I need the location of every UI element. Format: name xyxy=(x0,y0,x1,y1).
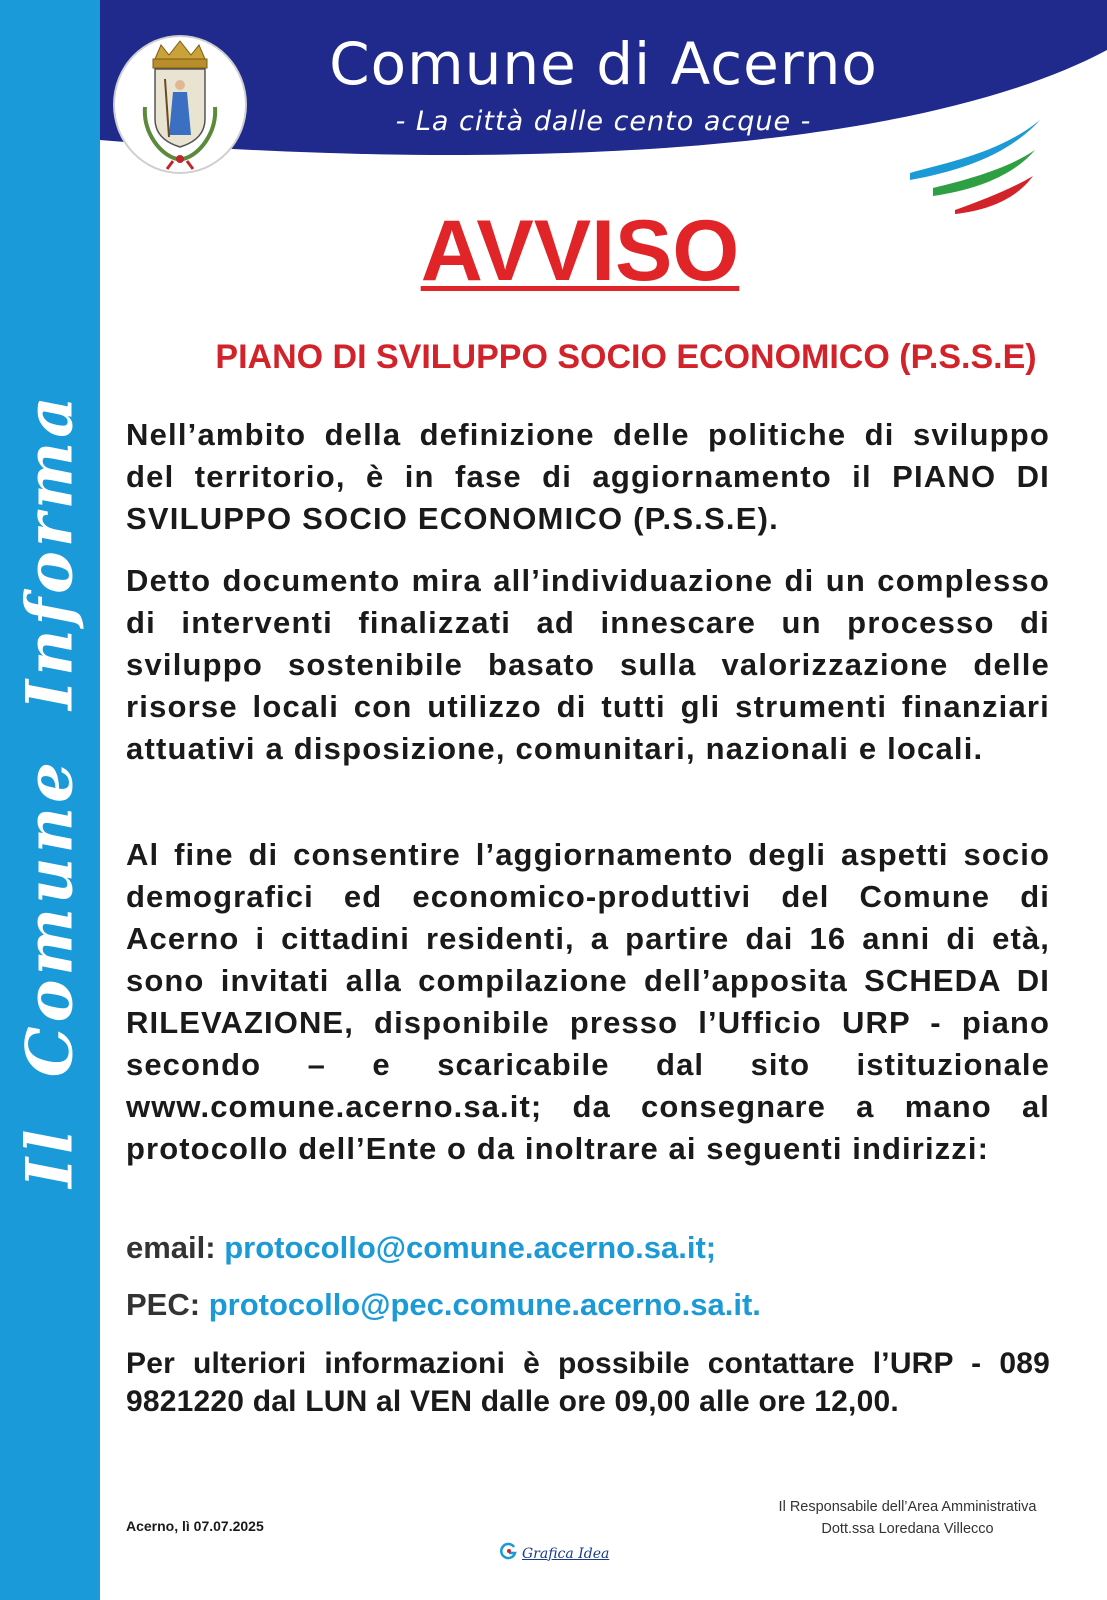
notice-subject: PIANO DI SVILUPPO SOCIO ECONOMICO (P.S.S.E) xyxy=(215,338,1037,376)
email-contact xyxy=(126,1230,716,1266)
page-title: Comune di Acerno xyxy=(329,30,878,98)
document-date: Acerno, lì 07.07.2025 xyxy=(126,1518,264,1534)
grafica-idea-logo-icon xyxy=(500,1542,518,1565)
paragraph-instructions: Al fine di consentire l’aggiornamento degli aspetti socio demografici ed economico-produttivi del Comune di Acerno i cittadini residenti, a partire dai 16 anni di età, sono invitati alla compilazione dell’apposita SCHEDA DI RILEVAZIONE, disponibile presso l’Ufficio URP - piano secondo – e scaricabile dal sito istituzionale www.comune.acerno.sa.it; da consegnare a mano al protocollo dell’Ente o da inoltrare ai seguenti indirizzi: xyxy=(126,837,1050,1166)
pec-label: PEC: xyxy=(126,1287,201,1322)
page-subtitle: - La città dalle cento acque - xyxy=(395,106,812,137)
sidebar-label: Il Comune Informa xyxy=(12,392,88,1188)
paragraph-intro: Nell’ambito della definizione delle politiche di sviluppo del territorio, è in fase di aggiornamento il PIANO DI SVILUPPO SOCIO ECONOMICO (P.S.S.E). xyxy=(126,417,1050,536)
notice-heading xyxy=(100,203,1060,299)
email-label: email: xyxy=(126,1230,216,1265)
paragraph-info: Per ulteriori informazioni è possibile contattare l’URP - 089 9821220 dal LUN al VEN dalle ore 09,00 alle ore 12,00. xyxy=(126,1347,1050,1418)
sidebar-band xyxy=(0,0,100,1600)
email-link[interactable]: protocollo@comune.acerno.sa.it; xyxy=(224,1230,717,1265)
pec-contact xyxy=(126,1287,761,1323)
paragraph-purpose: Detto documento mira all’individuazione di un complesso di interventi finalizzati ad innescare un processo di sviluppo sostenibile basato sulla valorizzazione delle risorse locali con utilizzo di tutti gli strumenti finanziari attuativi a disposizione, comunitari, nazionali e locali. xyxy=(126,563,1050,766)
credit-text: Grafica Idea xyxy=(522,1545,610,1562)
signature-role: Il Responsabile dell’Area Amministrativa xyxy=(778,1499,1037,1515)
pec-link[interactable]: protocollo@pec.comune.acerno.sa.it. xyxy=(208,1287,761,1322)
graphic-credit xyxy=(500,1542,609,1565)
municipal-crest-icon xyxy=(115,37,245,172)
signature-block xyxy=(740,1496,1075,1540)
notice-heading-text: AVVISO xyxy=(420,203,740,299)
signature-name: Dott.ssa Loredana Villecco xyxy=(821,1521,994,1537)
